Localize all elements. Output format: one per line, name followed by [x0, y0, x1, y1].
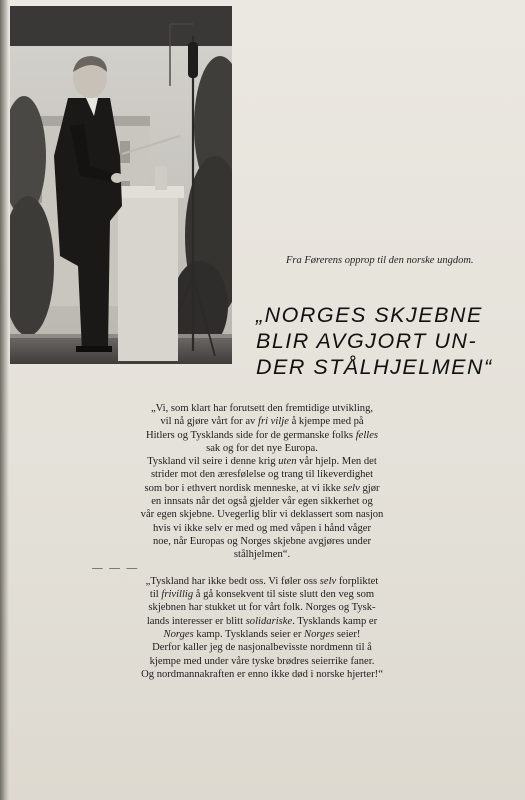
emphasis: selv [343, 482, 360, 494]
emphasis: frivillig [161, 589, 194, 601]
headline-line: BLIR AVGJORT UN- [256, 329, 478, 353]
text-run: å gå konsekvent til siste slutt den veg som [193, 589, 375, 601]
photo-caption: Fra Førerens opprop til den norske ungdom. [286, 255, 474, 266]
text-run: som bor i ethvert nordisk menneske, at vi ikke [144, 482, 344, 494]
text-line: sak og for det nye Europa. [206, 442, 318, 454]
text-run: å kjempe med på [288, 416, 364, 428]
text-run: vår hjelp. Men det [296, 456, 377, 468]
text-line: „Vi, som klart har forutsett den fremtidige utvikling, [150, 403, 374, 414]
speaker-photograph [10, 6, 232, 364]
headline [256, 302, 518, 380]
headline-line: DER STÅLHJELMEN“ [256, 355, 493, 379]
text-line: vår egen skjebne. Uvegerlig blir vi deklassert som nasjon [140, 509, 384, 521]
text-line: Derfor kaller jeg de nasjonalbevisste nordmenn til å [152, 642, 372, 654]
text-run: Tyskland vil seire i denne krig [147, 456, 279, 468]
page-edge-shadow [0, 0, 9, 800]
text-run: til [149, 589, 162, 601]
text-run: seier! [334, 629, 361, 641]
emphasis: uten [278, 456, 297, 468]
text-line: noe, når Europas og Norges skjebne avgjøres under [152, 535, 372, 547]
headline-line: „NORGES SKJEBNE [256, 303, 483, 327]
emphasis: Norges [304, 629, 335, 641]
emphasis: Norges [163, 629, 194, 641]
text-line: skjebnen har stukket ut for vårt folk. Norges og Tysk- [148, 602, 376, 614]
text-line: kjempe med under våre tyske brødres seierrike faner. [149, 655, 375, 667]
show-through-text [300, 4, 480, 44]
text-run: gjør [359, 482, 380, 494]
text-run: „Tyskland har ikke bedt oss. Vi føler oss [145, 575, 320, 587]
quote-paragraph-3 [92, 575, 432, 681]
section-divider: — — — [92, 562, 140, 574]
emphasis: felles [355, 429, 379, 441]
text-line: hvis vi ikke selv er med og med våpen i hånd våger [153, 522, 371, 534]
text-line: strider mot den æresfølelse og trang til likeverdighet [150, 469, 374, 481]
quote-paragraph-1 [92, 402, 432, 455]
emphasis: fri vilje [258, 416, 289, 428]
text-run: kamp. Tysklands seier er [193, 629, 305, 641]
photo-illustration [10, 6, 232, 364]
text-run: . Tysklands kamp er [292, 615, 378, 627]
text-run: lands interesser er blitt [146, 615, 246, 627]
quote-paragraph-2 [92, 455, 432, 561]
text-run: Hitlers og Tysklands side for de germanske folks [145, 429, 356, 441]
text-run: forpliktet [336, 575, 379, 587]
quote-body [92, 402, 432, 681]
emphasis: selv [319, 575, 337, 587]
emphasis: solidariske [245, 615, 293, 627]
text-line: Og nordmannakraften er enno ikke død i norske hjerter!“ [141, 668, 383, 680]
text-line: stålhjelmen“. [233, 549, 291, 561]
text-run: vil nå gjøre vårt for av [160, 416, 259, 428]
text-line: en innsats når det også gjelder vår egen sikkerhet og [151, 496, 373, 508]
